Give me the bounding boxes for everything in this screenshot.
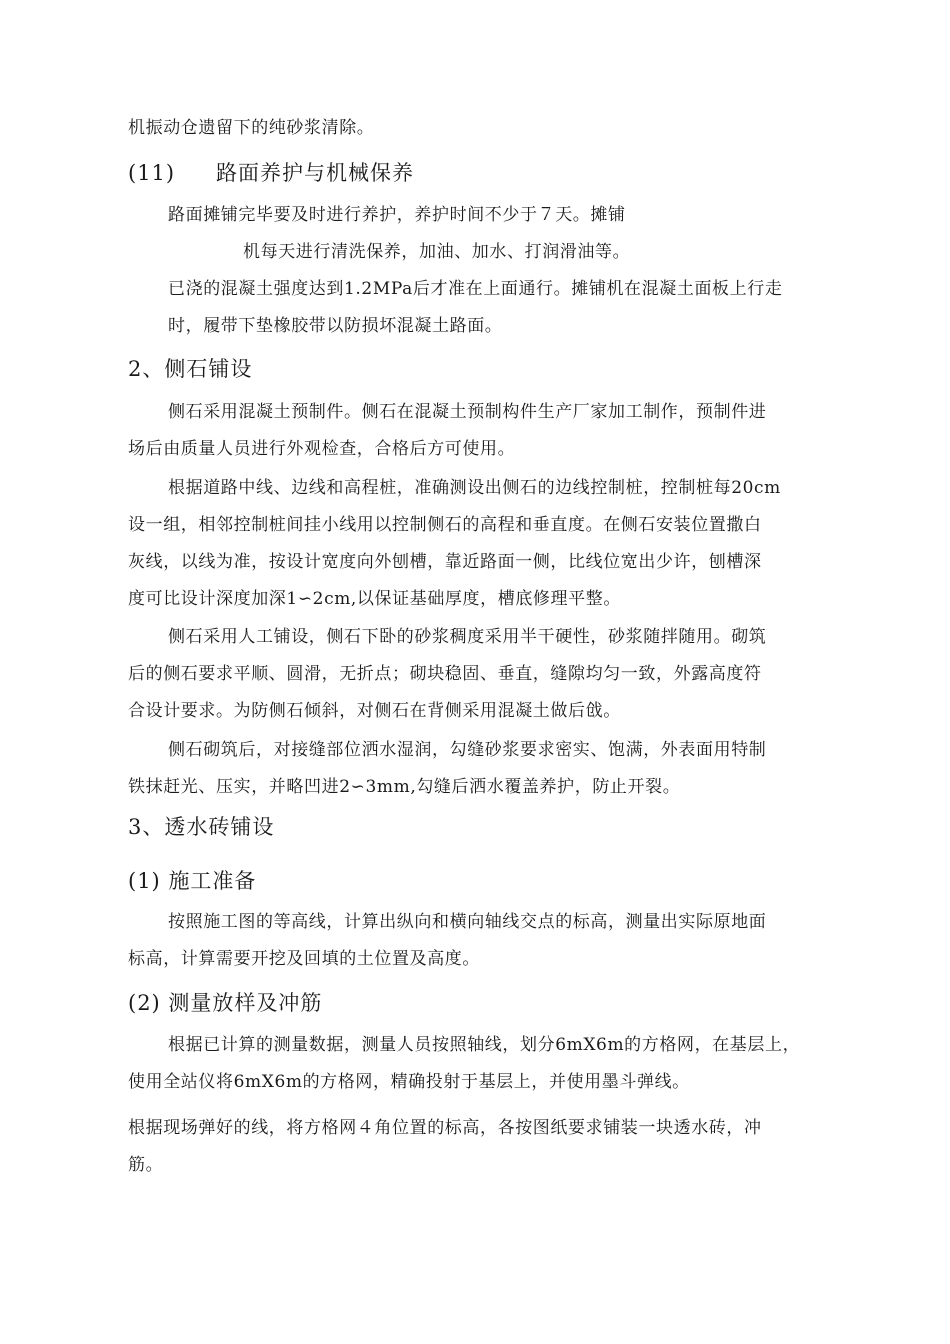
text-line: 灰线，以线为准，按设计宽度向外刨槽，靠近路面一侧，比线位宽出少许，刨槽深 bbox=[128, 552, 762, 572]
section-heading-2: 2、侧石铺设 bbox=[128, 357, 253, 381]
section-heading-3: 3、透水砖铺设 bbox=[128, 815, 275, 839]
text-line: 设一组，相邻控制桩间挂小线用以控制侧石的高程和垂直度。在侧石安装位置撒白 bbox=[128, 515, 762, 535]
text-line: 根据道路中线、边线和高程桩，准确测设出侧石的边线控制桩，控制桩每20cm bbox=[168, 478, 781, 498]
text-line: 路面摊铺完毕要及时进行养护，养护时间不少于７天。摊铺 bbox=[168, 205, 626, 225]
text-line: 后的侧石要求平顺、圆滑，无折点；砌块稳固、垂直，缝隙均匀一致，外露高度符 bbox=[128, 664, 762, 684]
text-line: 根据已计算的测量数据，测量人员按照轴线，划分6mX6m的方格网，在基层上， bbox=[168, 1035, 801, 1055]
text-line: 侧石采用人工铺设，侧石下卧的砂浆稠度采用半干硬性，砂浆随拌随用。砌筑 bbox=[168, 627, 767, 647]
heading-number: (1) bbox=[128, 869, 161, 893]
text-line: 铁抹赶光、压实，并略凹进2∽3mm,勾缝后洒水覆盖养护，防止开裂。 bbox=[128, 777, 681, 797]
text-line: 度可比设计深度加深1∽2cm,以保证基础厚度，槽底修理平整。 bbox=[128, 589, 621, 609]
text-line: 场后由质量人员进行外观检查，合格后方可使用。 bbox=[128, 439, 516, 459]
heading-number: (11) bbox=[128, 161, 176, 185]
subsection-heading-2: (2) 测量放样及冲筋 bbox=[128, 991, 323, 1015]
text-line: 已浇的混凝土强度达到1.2MPa后才准在上面通行。摊铺机在混凝土面板上行走 bbox=[168, 279, 783, 299]
heading-text: 施工准备 bbox=[168, 869, 257, 893]
text-line: 按照施工图的等高线，计算出纵向和横向轴线交点的标高，测量出实际原地面 bbox=[168, 912, 767, 932]
text-line: 侧石砌筑后，对接缝部位洒水湿润，勾缝砂浆要求密实、饱满，外表面用特制 bbox=[168, 740, 767, 760]
text-line: 使用全站仪将6mX6m的方格网，精确投射于基层上，并使用墨斗弹线。 bbox=[128, 1072, 690, 1092]
subsection-heading-1 bbox=[128, 868, 256, 894]
text-line: 时，履带下垫橡胶带以防损坏混凝土路面。 bbox=[168, 316, 503, 336]
text-line: 机振动仓遗留下的纯砂浆清除。 bbox=[128, 118, 375, 138]
heading-text: 路面养护与机械保养 bbox=[216, 161, 414, 185]
text-line: 机每天进行清洗保养，加油、加水、打润滑油等。 bbox=[243, 242, 631, 262]
section-heading-11 bbox=[128, 160, 414, 186]
text-line: 根据现场弹好的线，将方格网４角位置的标高，各按图纸要求铺装一块透水砖，冲 bbox=[128, 1118, 762, 1138]
text-line: 侧石采用混凝土预制件。侧石在混凝土预制构件生产厂家加工制作，预制件进 bbox=[168, 402, 767, 422]
text-line: 筋。 bbox=[128, 1155, 164, 1175]
text-line: 标高，计算需要开挖及回填的土位置及高度。 bbox=[128, 949, 480, 969]
text-line: 合设计要求。为防侧石倾斜，对侧石在背侧采用混凝土做后戗。 bbox=[128, 701, 621, 721]
